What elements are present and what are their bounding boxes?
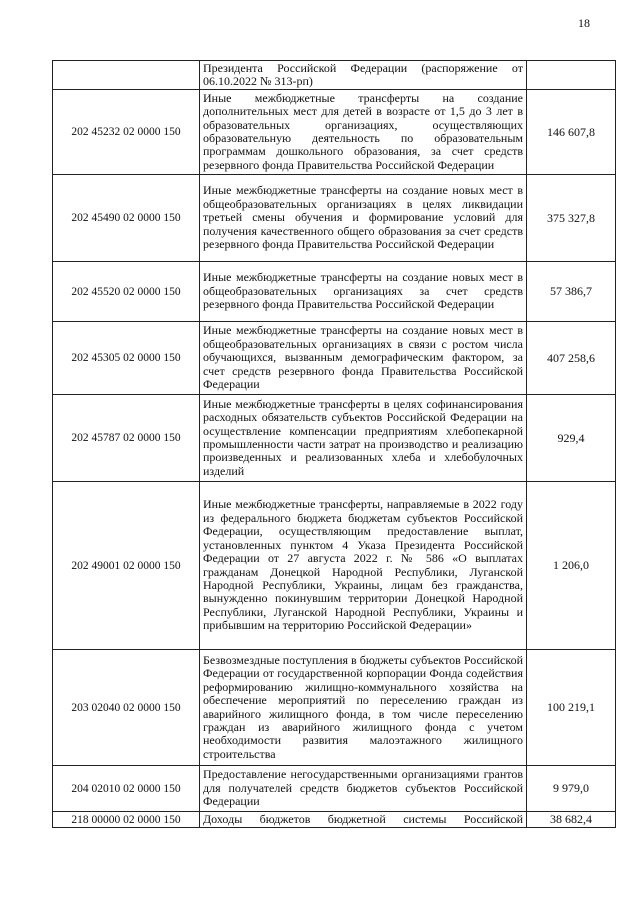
- description-cell: Иные межбюджетные трансферты на создание новых мест в общеобразовательных организациях за счет средств резервного фонда Правительства Российской Федерации: [200, 262, 527, 322]
- table-row: [53, 322, 616, 395]
- table-row: [53, 482, 616, 650]
- table-row: [53, 175, 616, 262]
- budget-code-cell: [53, 61, 200, 90]
- amount-cell: 38 682,4: [527, 812, 616, 828]
- description-cell: Безвозмездные поступления в бюджеты субъектов Российской Федерации от государственной корпорации Фонда содействия реформированию жилищно-коммунального хозяйства на обеспечение мероприятий по переселению граждан из аварийного жилищного фонда, в том числе переселению граждан из аварийного жилищного фонда с учетом необходимости развития малоэтажного жилищного строительства: [200, 650, 527, 766]
- amount-cell: 100 219,1: [527, 650, 616, 766]
- description-cell: Иные межбюджетные трансферты на создание новых мест в общеобразовательных организациях в целях ликвидации третьей смены обучения и формирование условий для получения качественного общего образования за счет средств резервного фонда Правительства Российской Федерации: [200, 175, 527, 262]
- amount-cell: 9 979,0: [527, 766, 616, 812]
- budget-code-cell: 202 45787 02 0000 150: [53, 395, 200, 482]
- amount-cell: 1 206,0: [527, 482, 616, 650]
- amount-cell: 375 327,8: [527, 175, 616, 262]
- revenue-table: [52, 60, 616, 828]
- budget-code-cell: 202 45305 02 0000 150: [53, 322, 200, 395]
- budget-code-cell: 202 49001 02 0000 150: [53, 482, 200, 650]
- description-cell: Президента Российской Федерации (распоряжение от 06.10.2022 № 313-рп): [200, 61, 527, 90]
- amount-cell: 407 258,6: [527, 322, 616, 395]
- amount-cell: 57 386,7: [527, 262, 616, 322]
- description-cell: Предоставление негосударственными организациями грантов для получателей средств бюджетов субъектов Российской Федерации: [200, 766, 527, 812]
- description-cell: Иные межбюджетные трансферты, направляемые в 2022 году из федерального бюджета бюджетам субъектов Российской Федерации, осуществляющим предоставление выплат, установленных пунктом 4 Указа Президента Российской Федерации от 27 августа 2022 г. № 586 «О выплатах гражданам Донецкой Народной Республики, Луганской Народной Республики, Украины, лицам без гражданства, вынужденно покинувшим территории Донецкой Народной Республики, Луганской Народной Республики, Украины и прибывшим на территорию Российской Федерации»: [200, 482, 527, 650]
- amount-cell: 929,4: [527, 395, 616, 482]
- budget-code-cell: 202 45232 02 0000 150: [53, 90, 200, 175]
- table-row: [53, 812, 616, 828]
- table-row: [53, 262, 616, 322]
- budget-code-cell: 203 02040 02 0000 150: [53, 650, 200, 766]
- table-row: [53, 61, 616, 90]
- description-cell: Иные межбюджетные трансферты на создание дополнительных мест для детей в возрасте от 1,5 до 3 лет в образовательных организациях, осуществляющих образовательную деятельность по образовательным программам дошкольного образования, за счет средств резервного фонда Правительства Российской Федерации: [200, 90, 527, 175]
- table-row: [53, 650, 616, 766]
- amount-cell: [527, 61, 616, 90]
- description-cell: Доходы бюджетов бюджетной системы Российской: [200, 812, 527, 828]
- budget-code-cell: 202 45520 02 0000 150: [53, 262, 200, 322]
- budget-code-cell: 202 45490 02 0000 150: [53, 175, 200, 262]
- description-cell: Иные межбюджетные трансферты на создание новых мест в общеобразовательных организациях в связи с ростом числа обучающихся, вызванным демографическим фактором, за счет средств резервного фонда Правительства Российской Федерации: [200, 322, 527, 395]
- amount-cell: 146 607,8: [527, 90, 616, 175]
- budget-code-cell: 218 00000 02 0000 150: [53, 812, 200, 828]
- table-row: [53, 766, 616, 812]
- description-cell: Иные межбюджетные трансферты в целях софинансирования расходных обязательств субъектов Российской Федерации на осуществление компенсации предприятиям хлебопекарной промышленности части затрат на производство и реализацию произведенных и реализованных хлеба и хлебобулочных изделий: [200, 395, 527, 482]
- table-row: [53, 395, 616, 482]
- page-number: 18: [578, 16, 590, 30]
- table-row: [53, 90, 616, 175]
- budget-code-cell: 204 02010 02 0000 150: [53, 766, 200, 812]
